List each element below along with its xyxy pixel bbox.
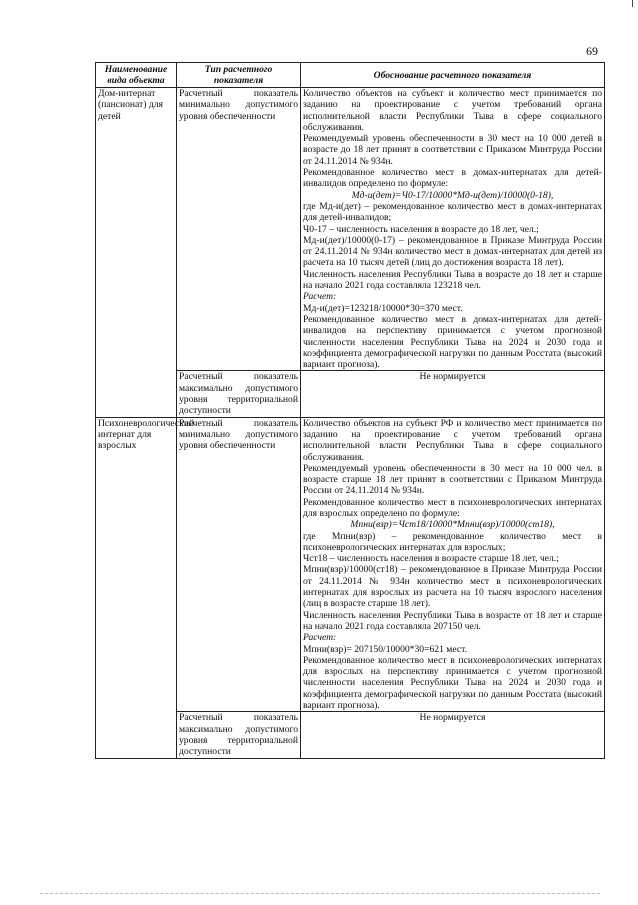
page-edge-mark — [632, 0, 633, 7]
basis-paragraph: Рекомендованное количество мест в домах-интернатах для детей-инвалидов определено по формуле: — [303, 167, 602, 190]
basis-paragraph: Мд-и(дет)/10000(0-17) – рекомендованное в Приказе Минтруда России от 24.11.2014 № 934н количество мест в домах-интернатах для детей из расчета на 10 тысяч детей (лиц до достижения возраста 18 лет). — [303, 234, 602, 269]
indicator-type: Расчетный показатель максимально допустимого уровня территориальной доступности — [177, 371, 301, 417]
indicator-type: Расчетный показатель минимально допустимого уровня обеспеченности — [177, 417, 301, 712]
indicator-basis — [301, 712, 605, 758]
indicator-basis — [301, 88, 605, 371]
basis-paragraph: Рекомендованное количество мест в психоневрологических интернатах для взрослых определено по формуле: — [303, 496, 602, 519]
basis-calc-label: Расчет: — [303, 632, 337, 644]
object-name-psychoneurological-home: Психоневрологический интернат для взрослых — [96, 417, 177, 758]
indicator-basis — [301, 417, 605, 712]
table-header-row — [96, 63, 605, 88]
basis-calc-result: Мд-и(дет)=123218/10000*30=370 мест. — [303, 302, 463, 314]
basis-paragraph: Количество объектов на субъект РФ и количество мест принимается по заданию на проектирование с учетом требований органа исполнительной власти Республики Тыва в сфере социального обслуживания. — [303, 417, 602, 463]
basis-paragraph: Ч0-17 – численность населения в возрасте до 18 лет, чел.; — [303, 223, 539, 235]
indicator-type: Расчетный показатель максимально допустимого уровня территориальной доступности — [177, 712, 301, 758]
indicator-basis — [301, 371, 605, 417]
basis-paragraph: Рекомендуемый уровень обеспеченности в 30 мест на 10 000 детей в возрасте до 18 лет принят в соответствии с Приказом Минтруда России от 24.11.2014 № 934н. — [303, 133, 602, 167]
header-indicator-type: Тип расчетного показателя — [177, 63, 301, 88]
norms-table — [95, 62, 605, 759]
basis-paragraph: где Мпни(взр) – рекомендованное количество мест в психоневрологических интернатах для взрослых; — [303, 530, 602, 553]
basis-paragraph: Численность населения Республики Тыва в возрасте от 18 лет и старше на начало 2021 года составляла 207150 чел. — [303, 609, 602, 632]
indicator-type: Расчетный показатель минимально допустимого уровня обеспеченности — [177, 88, 301, 371]
table-row — [96, 88, 605, 371]
basis-paragraph: Чст18 – численность населения в возрасте старше 18 лет, чел.; — [303, 553, 559, 565]
basis-paragraph: Численность населения Республики Тыва в возрасте до 18 лет и старше на начало 2021 года составляла 123218 чел. — [303, 268, 602, 292]
basis-paragraph: где Мд-и(дет) – рекомендованное количество мест в домах-интернатах для детей-инвалидов; — [303, 200, 602, 224]
page-bottom-divider — [40, 893, 600, 894]
basis-paragraph: Рекомендуемый уровень обеспеченности в 30 мест на 10 000 чел. в возрасте старше 18 лет принят в соответствии с Приказом Минтруда России от 24.11.2014 № 934н. — [303, 462, 602, 497]
basis-paragraph: Количество объектов на субъект и количество мест принимается по заданию на проектирование с учетом требований органа исполнительной власти Республики Тыва в сфере социального обслуживания. — [303, 88, 602, 133]
header-object-type: Наименование вида объекта — [96, 63, 177, 88]
header-indicator-basis: Обоснование расчетного показателя — [301, 63, 605, 88]
basis-formula: Мд-и(дет)=Ч0-17/10000*Мд-и(дет)/10000(0-18), — [351, 189, 554, 201]
basis-calc-result: Мпни(взр)= 207150/10000*30=621 мест. — [303, 643, 467, 655]
page-number: 69 — [586, 44, 598, 58]
table-row — [96, 417, 605, 712]
basis-formula: Мпни(взр)=Чст18/10000*Мпни(взр)/10000(ст18), — [350, 519, 555, 531]
object-name-children-home: Дом-интернат (пансионат) для детей — [96, 88, 177, 418]
not-regulated-text: Не нормируется — [419, 371, 486, 383]
basis-paragraph: Рекомендованное количество мест в домах-интернатах для детей-инвалидов на перспективу принимается с учетом прогнозной численности населения Республики Тыва на 2024 и 2030 года и коэффициента демографической нагрузки по данным Росстата (высокий вариант прогноза). — [303, 313, 602, 371]
basis-paragraph: Мпни(взр)/10000(ст18) – рекомендованное в Приказе Минтруда России от 24.11.2014 № 934н количество мест в психоневрологических интернатах для взрослых из расчета на 10 тысяч взрослого населения (лиц в возрасте старше 18 лет). — [303, 564, 602, 610]
basis-paragraph: Рекомендованное количество мест в психоневрологических интернатах для взрослых на перспективу принимается с учетом прогнозной численности населения Республики Тыва на 2024 и 2030 года и коэффициента демографической нагрузки по данным Росстата (высокий вариант прогноза). — [303, 654, 602, 712]
not-regulated-text: Не нормируется — [419, 712, 486, 724]
basis-calc-label: Расчет: — [303, 291, 337, 303]
